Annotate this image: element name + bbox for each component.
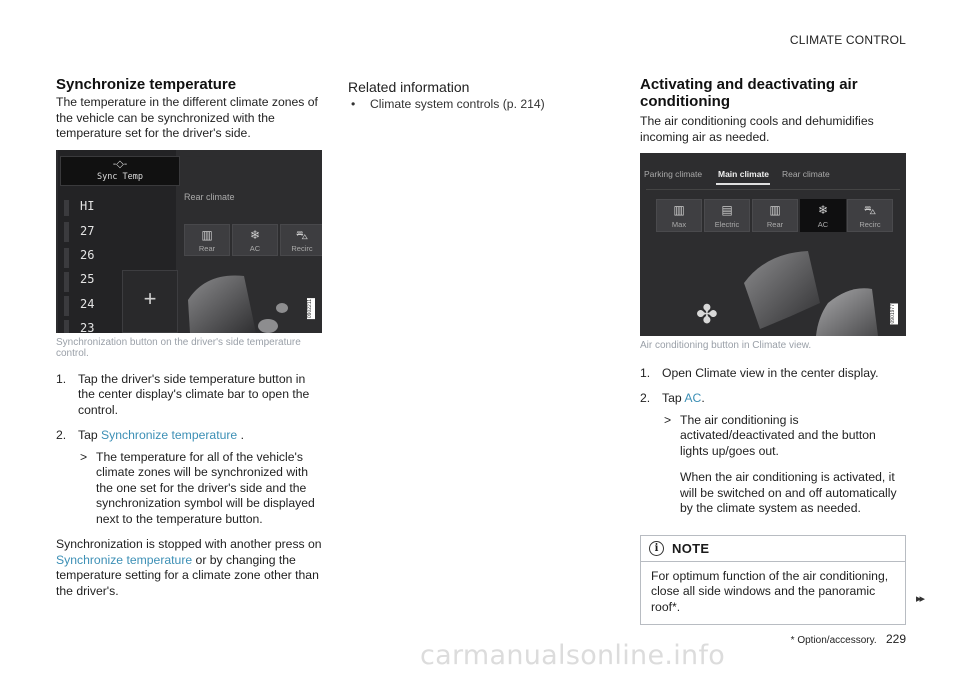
button-label: Max <box>671 220 687 229</box>
sync-temperature-link: Synchronize temperature <box>101 428 238 442</box>
temp-value[interactable]: 25 <box>80 271 95 286</box>
section-title: Activating and deactivating air conditioning <box>640 76 858 110</box>
steps-list <box>640 366 906 517</box>
result-marker: > <box>664 412 672 427</box>
air-conditioning-section <box>640 76 906 625</box>
page-number: 229 <box>885 632 906 646</box>
step-text: . <box>237 428 244 442</box>
step-item <box>56 372 322 419</box>
figure-caption: Air conditioning button in Climate view. <box>640 340 812 351</box>
fan-icon[interactable]: ✤ <box>696 299 718 329</box>
note-text: For optimum function of the air conditioning, close all side windows and the panoramic roof*. <box>651 568 889 614</box>
step-result <box>78 450 322 528</box>
tab-parking-climate[interactable]: Parking climate <box>644 169 703 179</box>
tab-main-climate[interactable]: Main climate <box>718 169 770 179</box>
note-header <box>641 536 905 562</box>
note-box <box>640 535 906 626</box>
recirc-icon: ⛍ <box>863 203 877 217</box>
seat-illustration <box>640 153 906 336</box>
footnote: * Option/accessory. <box>790 635 877 646</box>
note-label: NOTE <box>672 540 710 556</box>
electric-defrost-icon: ▤ <box>721 203 733 217</box>
section-intro: The air conditioning cools and dehumidifies incoming air as needed. <box>640 114 874 144</box>
step-result <box>662 413 906 517</box>
step-number: 2. <box>56 428 67 442</box>
continue-arrows-icon: ▸▸ <box>916 593 924 605</box>
result-text: The air conditioning is activated/deactivated and the button lights up/goes out. <box>680 412 876 458</box>
result-text: The temperature for all of the vehicle's climate zones will be synchronized with the one set for the driver's side and the synchronization symbol will be displayed next to the temperature button. <box>96 449 315 526</box>
temp-value[interactable]: 23 <box>80 320 95 333</box>
max-defrost-icon: ▥ <box>673 203 685 217</box>
sync-temp-label: Sync Temp <box>96 171 144 182</box>
button-label: Recirc <box>291 243 313 253</box>
recirc-icon: ⛍ <box>295 227 309 242</box>
stop-paragraph <box>56 537 322 599</box>
sync-icon: -◇- <box>112 158 128 170</box>
bullet-icon: • <box>351 97 356 111</box>
button-label: Electric <box>714 220 740 229</box>
step-text: . <box>701 391 705 405</box>
step-text: Open Climate view in the center display. <box>662 365 879 380</box>
figure-code: 0902211 <box>307 298 313 318</box>
sync-temperature-section <box>56 76 322 599</box>
button-label: Recirc <box>859 220 881 229</box>
section-title: Synchronize temperature <box>56 76 237 93</box>
temp-value[interactable]: HI <box>80 198 95 213</box>
section-intro: The temperature in the different climate zones of the vehicle can be synchronized with the temperature set for the driver's side. <box>56 95 318 140</box>
result-marker: > <box>80 449 88 464</box>
temp-value[interactable]: 24 <box>80 296 95 311</box>
page-footer <box>791 632 906 646</box>
chapter-title: CLIMATE CONTROL <box>789 33 906 47</box>
temp-increase-button[interactable]: + <box>122 270 178 333</box>
rear-defrost-icon: ▥ <box>201 227 213 242</box>
watermark: carmanualsonline.info <box>420 640 726 671</box>
step-number: 1. <box>640 365 651 380</box>
ac-icon: ❄ <box>817 203 829 217</box>
stop-text: Synchronization is stopped with another press on <box>56 537 322 551</box>
step-number: 1. <box>56 371 67 386</box>
step-text: Tap <box>662 391 685 405</box>
rear-defrost-icon: ▥ <box>769 203 781 217</box>
temp-value[interactable]: 27 <box>80 223 95 238</box>
seat-illustration <box>56 150 322 333</box>
button-label: Rear <box>766 220 784 229</box>
figure-code: 0901977 <box>890 304 896 324</box>
ac-link: AC <box>684 391 702 405</box>
ac-icon: ❄ <box>249 227 261 242</box>
temp-value[interactable]: 26 <box>80 247 95 262</box>
result-text: When the air conditioning is activated, it will be switched on and off automatically by the climate system as needed. <box>680 470 897 515</box>
button-label: Rear <box>198 243 216 253</box>
sync-temperature-link: Synchronize temperature <box>56 552 193 567</box>
tab-rear-climate[interactable]: Rear climate <box>782 169 830 179</box>
rear-climate-label[interactable]: Rear climate <box>184 191 235 202</box>
stop-text: or by changing the temperature setting for a climate zone other than the driver's. <box>56 552 319 598</box>
related-title: Related information <box>348 79 470 95</box>
button-label: AC <box>817 220 829 229</box>
button-label: AC <box>249 243 261 253</box>
sync-temp-figure <box>56 150 322 333</box>
step-number: 2. <box>640 391 651 405</box>
related-list <box>348 97 614 113</box>
steps-list <box>56 372 322 528</box>
related-item[interactable] <box>348 97 614 113</box>
step-item <box>56 428 322 527</box>
info-icon: i <box>649 541 664 556</box>
related-information-section <box>348 76 614 113</box>
climate-view-figure <box>640 153 906 336</box>
step-item <box>640 366 906 382</box>
related-link[interactable]: Climate system controls (p. 214) <box>370 97 545 111</box>
step-text: Tap <box>78 428 102 442</box>
step-text: Tap the driver's side temperature button in the center display's climate bar to open the control. <box>78 371 310 417</box>
figure-caption: Synchronization button on the driver's side temperature control. <box>56 336 301 359</box>
step-item <box>640 391 906 517</box>
